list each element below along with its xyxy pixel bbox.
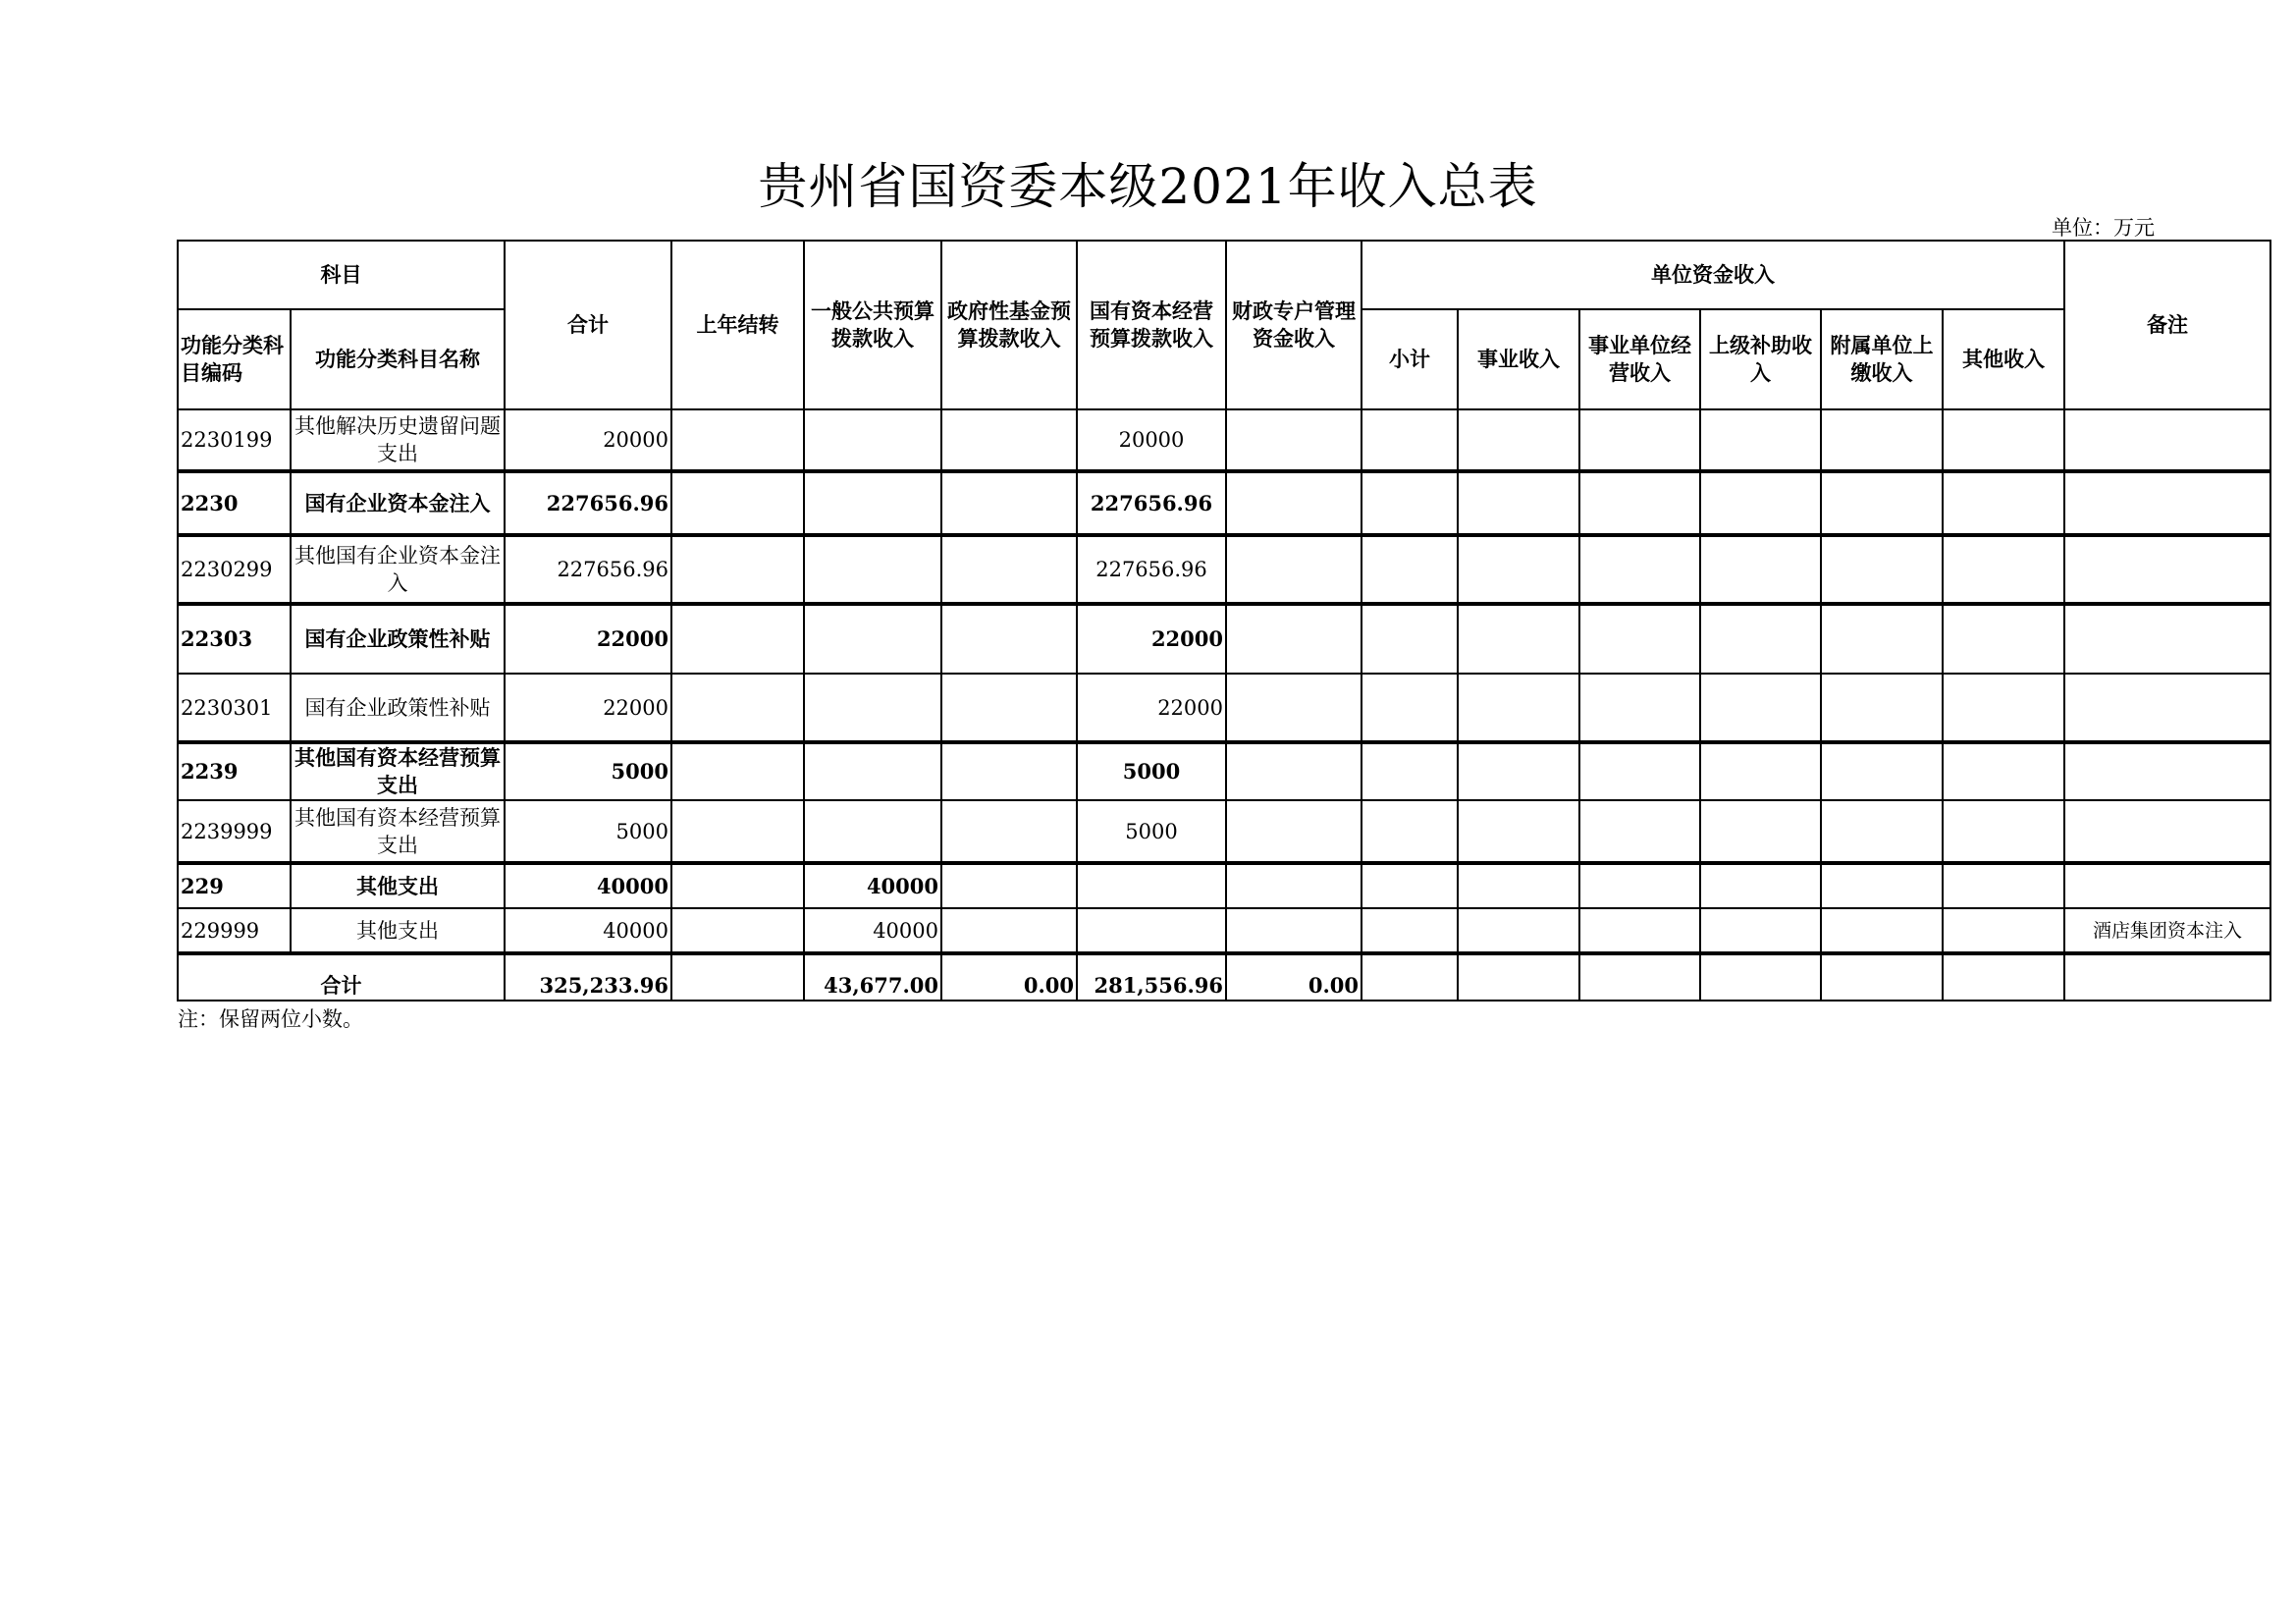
row-total: 5000 <box>505 800 671 863</box>
header-gov-fund: 政府性基金预算拨款收入 <box>941 241 1077 409</box>
header-name: 功能分类科目名称 <box>291 309 505 409</box>
row-state-capital: 20000 <box>1077 409 1226 471</box>
row-state-capital: 22000 <box>1077 604 1226 674</box>
footnote: 注：保留两位小数。 <box>178 1007 363 1031</box>
row-code: 22303 <box>178 604 291 674</box>
totals-fiscal-special: 0.00 <box>1226 953 1362 1001</box>
row-total: 40000 <box>505 908 671 953</box>
row-state-capital: 227656.96 <box>1077 535 1226 604</box>
table-row <box>178 604 2270 674</box>
header-carryover: 上年结转 <box>671 241 804 409</box>
row-name: 国有企业政策性补贴 <box>291 674 505 742</box>
unit-label: 单位：万元 <box>2052 216 2155 240</box>
header-affiliated-income: 附属单位上缴收入 <box>1821 309 1943 409</box>
row-code: 2230 <box>178 471 291 535</box>
table-row <box>178 908 2270 953</box>
header-code: 功能分类科目编码 <box>178 309 291 409</box>
row-code: 2239 <box>178 742 291 800</box>
header-subject: 科目 <box>178 241 505 309</box>
table-row <box>178 409 2270 471</box>
header-subtotal: 小计 <box>1362 309 1458 409</box>
row-state-capital: 227656.96 <box>1077 471 1226 535</box>
totals-general-budget: 43,677.00 <box>804 953 941 1001</box>
row-name: 其他国有资本经营预算支出 <box>291 742 505 800</box>
row-code: 229999 <box>178 908 291 953</box>
header-total: 合计 <box>505 241 671 409</box>
header-row-1 <box>178 241 2270 309</box>
header-state-capital: 国有资本经营预算拨款收入 <box>1077 241 1226 409</box>
header-fiscal-special: 财政专户管理资金收入 <box>1226 241 1362 409</box>
row-total: 227656.96 <box>505 471 671 535</box>
revenue-table <box>177 240 2271 1001</box>
row-name: 其他支出 <box>291 908 505 953</box>
page-title: 贵州省国资委本级2021年收入总表 <box>758 158 1538 215</box>
header-other-income: 其他收入 <box>1943 309 2064 409</box>
row-total: 227656.96 <box>505 535 671 604</box>
row-code: 2230301 <box>178 674 291 742</box>
row-state-capital: 22000 <box>1077 674 1226 742</box>
header-remarks: 备注 <box>2064 241 2270 409</box>
table-row <box>178 674 2270 742</box>
table-row <box>178 863 2270 908</box>
row-name: 国有企业政策性补贴 <box>291 604 505 674</box>
totals-label: 合计 <box>178 953 505 1001</box>
row-code: 2239999 <box>178 800 291 863</box>
table-row <box>178 535 2270 604</box>
row-remarks: 酒店集团资本注入 <box>2064 908 2270 953</box>
header-operating-income: 事业单位经营收入 <box>1579 309 1700 409</box>
header-general-budget: 一般公共预算拨款收入 <box>804 241 941 409</box>
row-code: 229 <box>178 863 291 908</box>
row-total: 22000 <box>505 674 671 742</box>
table-row <box>178 742 2270 800</box>
row-name: 其他国有资本经营预算支出 <box>291 800 505 863</box>
row-state-capital: 5000 <box>1077 742 1226 800</box>
row-general-budget: 40000 <box>804 908 941 953</box>
totals-state-capital: 281,556.96 <box>1077 953 1226 1001</box>
row-code: 2230199 <box>178 409 291 471</box>
table-row <box>178 800 2270 863</box>
row-name: 其他支出 <box>291 863 505 908</box>
row-total: 5000 <box>505 742 671 800</box>
row-name: 国有企业资本金注入 <box>291 471 505 535</box>
table-row <box>178 471 2270 535</box>
row-total: 20000 <box>505 409 671 471</box>
header-superior-subsidy: 上级补助收入 <box>1700 309 1821 409</box>
header-business-income: 事业收入 <box>1458 309 1579 409</box>
row-name: 其他国有企业资本金注入 <box>291 535 505 604</box>
totals-gov-fund: 0.00 <box>941 953 1077 1001</box>
row-name: 其他解决历史遗留问题支出 <box>291 409 505 471</box>
row-total: 40000 <box>505 863 671 908</box>
header-unit-funds: 单位资金收入 <box>1362 241 2064 309</box>
row-code: 2230299 <box>178 535 291 604</box>
totals-total: 325,233.96 <box>505 953 671 1001</box>
row-state-capital: 5000 <box>1077 800 1226 863</box>
row-general-budget: 40000 <box>804 863 941 908</box>
row-total: 22000 <box>505 604 671 674</box>
totals-row <box>178 953 2270 1001</box>
